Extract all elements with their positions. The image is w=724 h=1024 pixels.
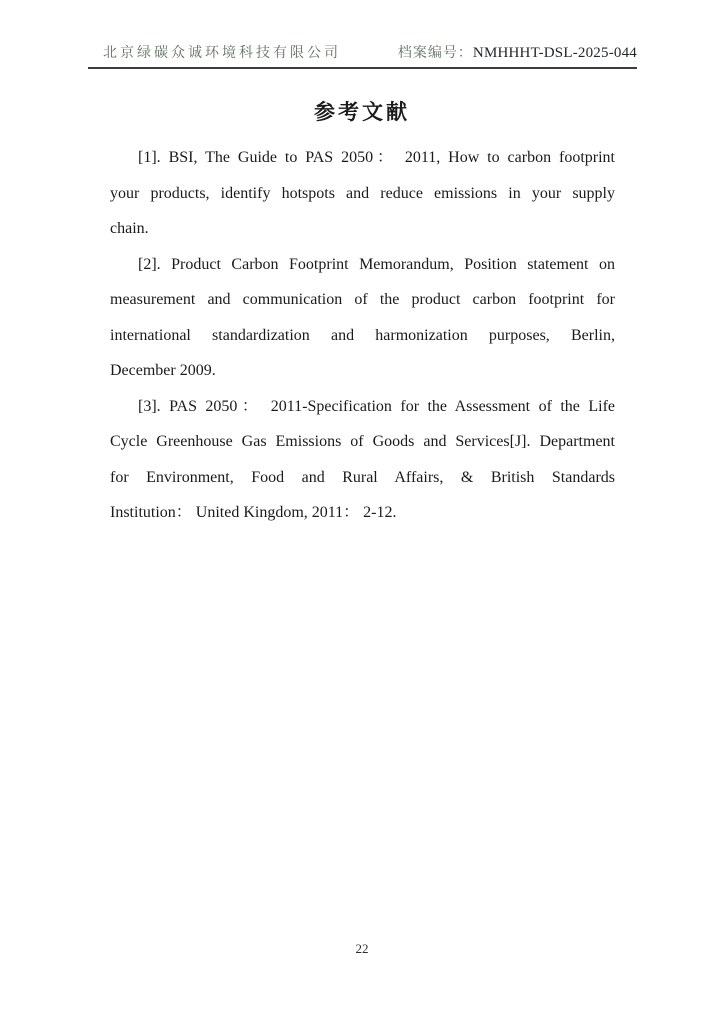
page-header [88,42,637,69]
reference-line: [3]. PAS 2050： 2011-Specification for the Assessment of the Life [138,397,615,415]
page-number: 22 [355,941,369,956]
reference-line: Cycle Greenhouse Gas Emissions of Goods and Services[J]. Department [110,433,615,450]
reference-entry [110,140,615,247]
reference-line: your products, identify hotspots and reduce emissions in your supply [110,184,615,202]
page-title: 参考文献 [314,100,410,124]
reference-line: December 2009. [110,362,216,379]
reference-entry [110,389,615,531]
reference-line: international standardization and harmonization purposes, Berlin, [110,326,615,344]
archive-number [398,42,637,62]
reference-entry [110,247,615,389]
archive-number-label: 档案编号： [397,46,473,61]
reference-line: measurement and communication of the product carbon footprint for [110,291,615,308]
reference-line: [2]. Product Carbon Footprint Memorandum, Position statement on [138,255,615,273]
reference-line: [1]. BSI, The Guide to PAS 2050： 2011, How to carbon footprint [138,149,615,166]
reference-line: chain. [110,220,149,237]
archive-number-value: NMHHHT-DSL-2025-044 [472,45,637,61]
references-section [110,140,615,531]
reference-line: for Environment, Food and Rural Affairs, & British Standards [110,468,615,486]
reference-line: Institution： United Kingdom, 2011： 2-12. [110,504,397,521]
company-name: 北京绿碳众诚环境科技有限公司 [103,46,341,61]
